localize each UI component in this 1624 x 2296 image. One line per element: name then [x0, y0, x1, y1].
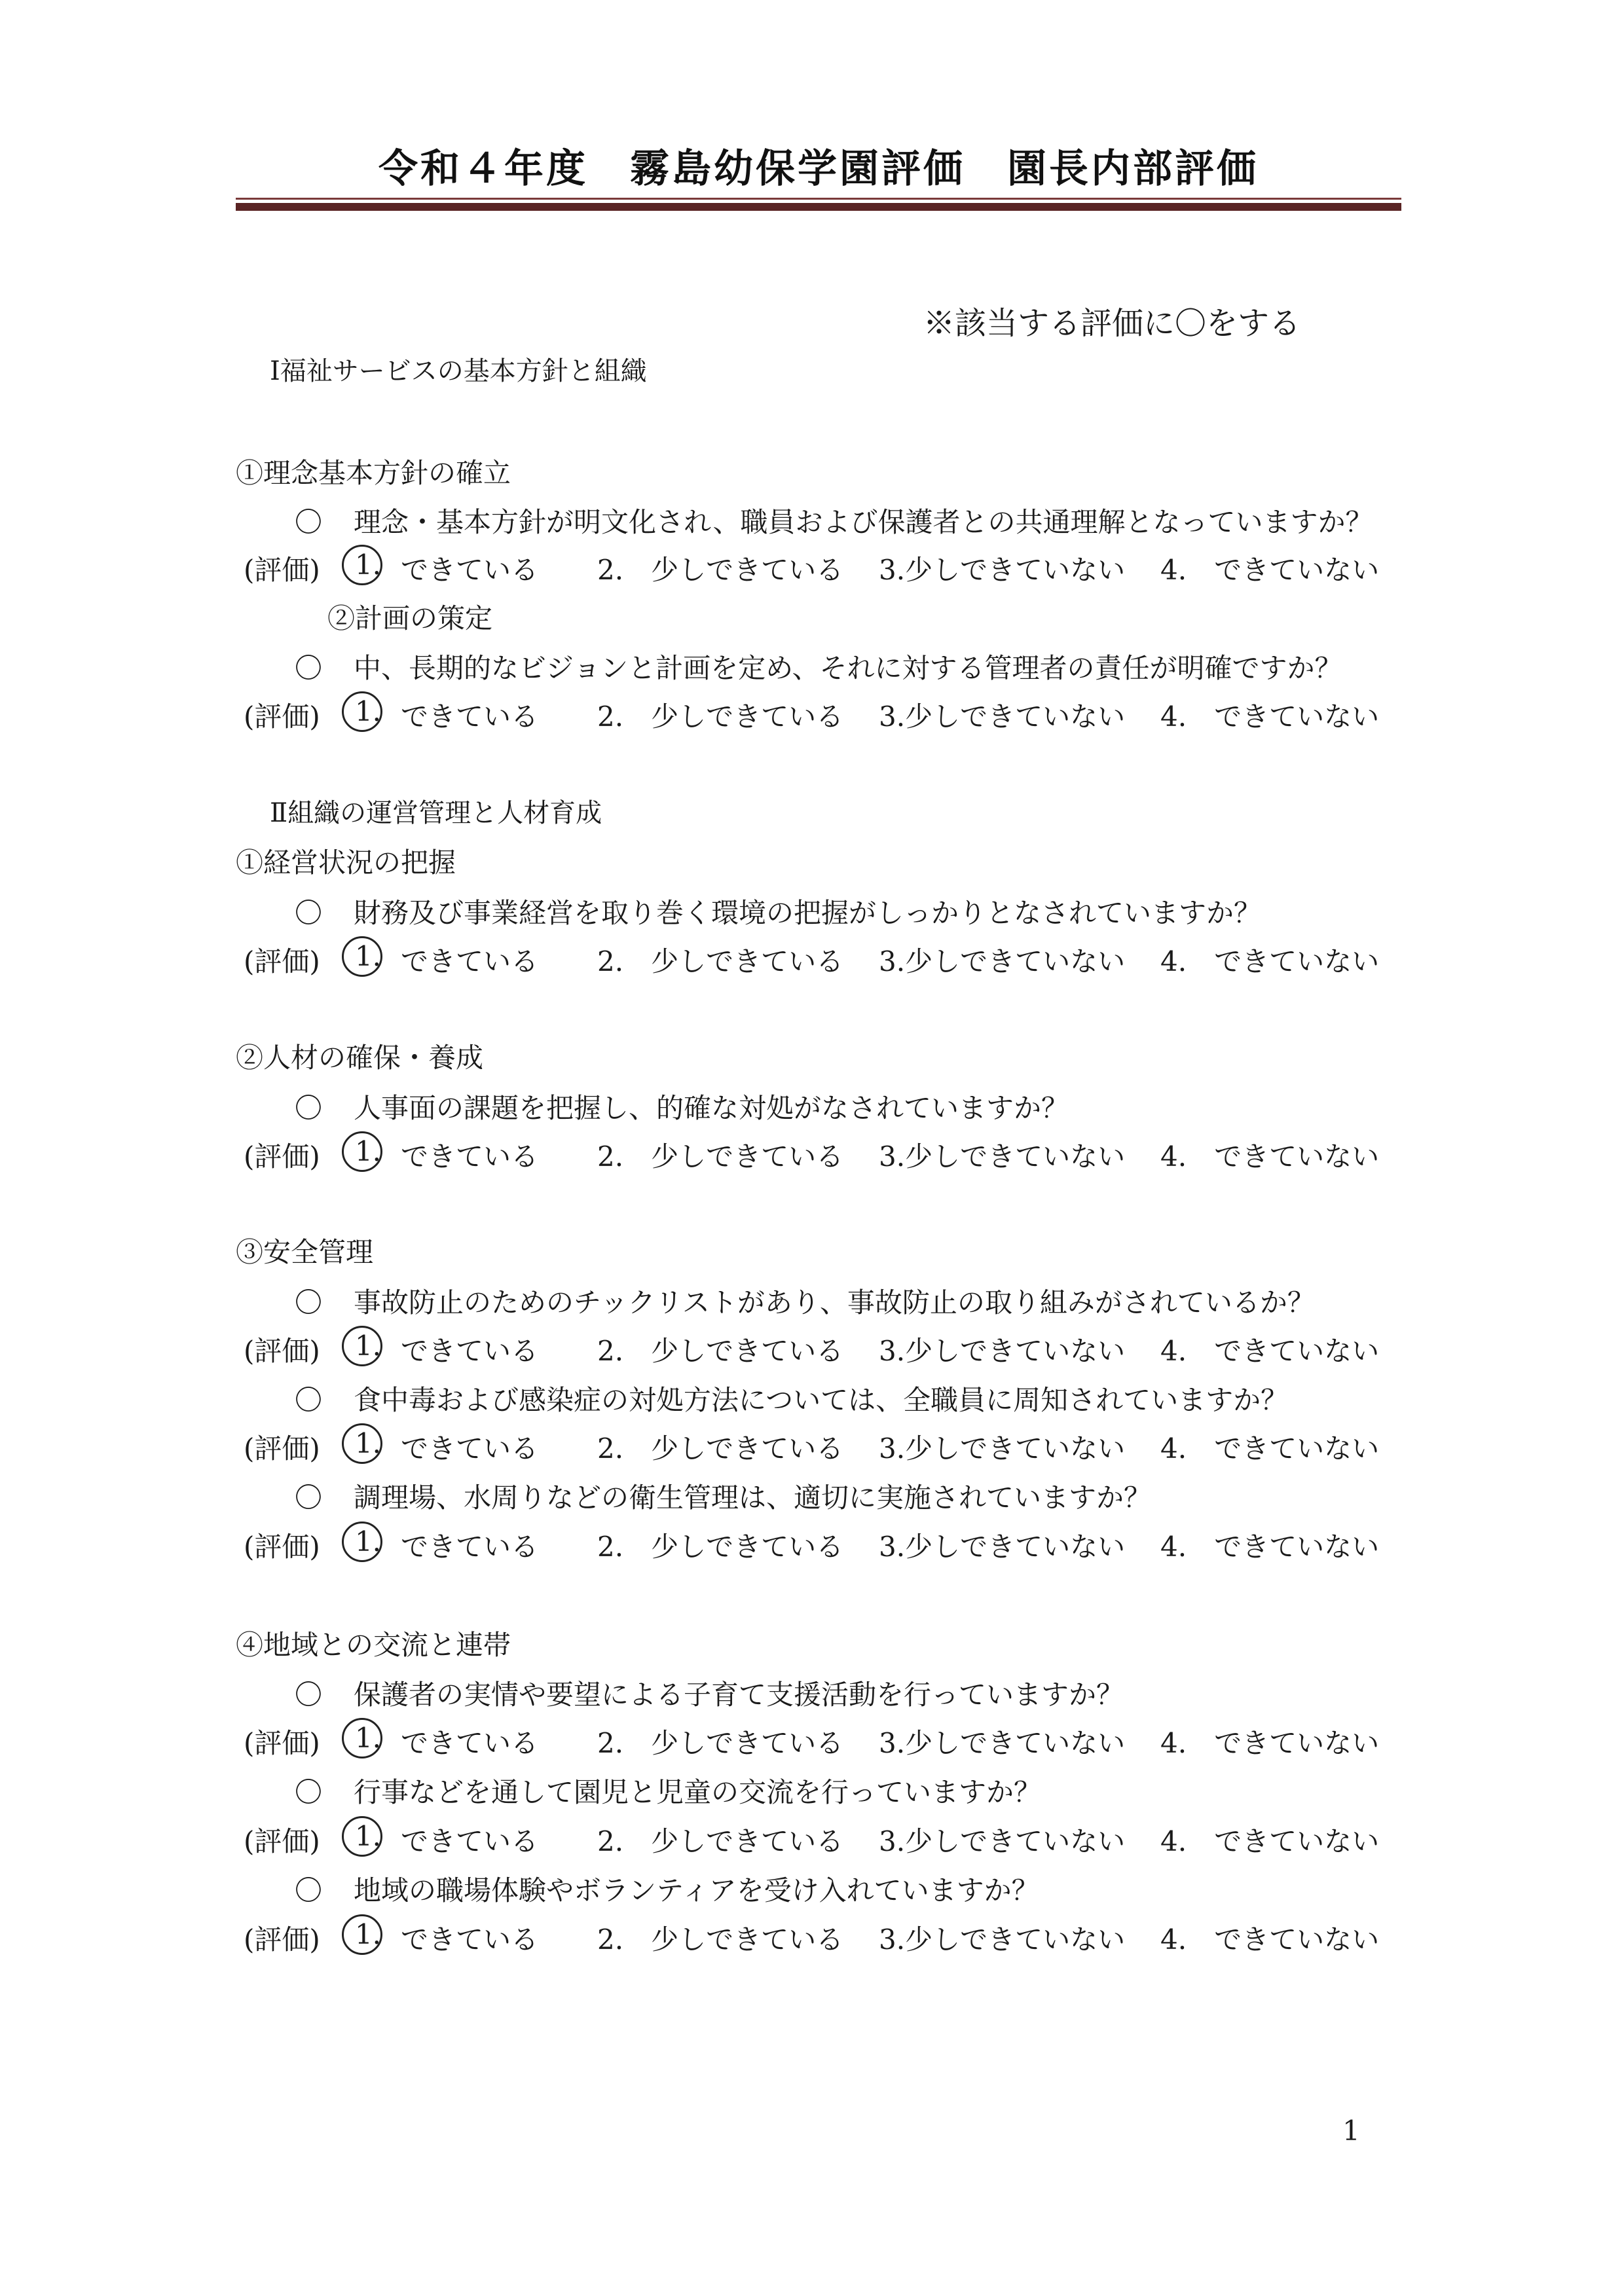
rating-option-1[interactable]: できている — [401, 1531, 539, 1563]
question-marker: 〇 — [295, 1874, 323, 1906]
rating-option-3[interactable]: 3.少しできていない — [879, 1727, 1126, 1759]
rating-option-4[interactable]: 4. できていない — [1160, 1432, 1380, 1465]
section-title: Ⅱ組織の運営管理と人材育成 — [270, 798, 602, 828]
question-text: 行事などを通して園児と児童の交流を行っていますか？ — [354, 1776, 1042, 1808]
rating-option-1-number: 1. — [354, 1427, 382, 1459]
subsection-title: ①理念基本方針の確立 — [236, 457, 511, 489]
rating-option-1[interactable]: できている — [401, 554, 539, 586]
rating-option-1[interactable]: できている — [401, 1825, 539, 1857]
question — [295, 1869, 1039, 1908]
question-text: 中、長期的なビジョンと計画を定め、それに対する管理者の責任が明確ですか？ — [354, 652, 1342, 684]
question — [295, 1673, 1124, 1713]
rating-label: (評価) — [244, 1825, 320, 1857]
rating-option-4[interactable]: 4. できていない — [1160, 1825, 1380, 1857]
rating-label: (評価) — [244, 1923, 320, 1956]
rating-option-2[interactable]: 2. 少しできている — [597, 1140, 844, 1173]
rating-option-2[interactable]: 2. 少しできている — [597, 701, 844, 733]
rating-label: (評価) — [244, 1140, 320, 1173]
subsection-title: ④地域との交流と連帯 — [236, 1629, 511, 1661]
rating-label: (評価) — [244, 701, 320, 733]
rating-option-3[interactable]: 3.少しできていない — [879, 1923, 1126, 1956]
selection-circle — [342, 936, 382, 977]
selection-circle — [342, 1718, 382, 1758]
rating-option-3[interactable]: 3.少しできていない — [879, 1140, 1126, 1173]
rating-option-4[interactable]: 4. できていない — [1160, 1531, 1380, 1563]
question-text: 食中毒および感染症の対処方法については、全職員に周知されていますか？ — [354, 1384, 1289, 1416]
rating-option-1[interactable]: できている — [401, 1335, 539, 1367]
subsection-title: ③安全管理 — [236, 1236, 374, 1268]
question-marker: 〇 — [295, 897, 323, 929]
question — [295, 892, 1261, 931]
rating-option-2[interactable]: 2. 少しできている — [597, 1432, 844, 1465]
title-underline-thick — [236, 203, 1401, 211]
question-marker: 〇 — [295, 652, 323, 684]
selection-circle — [342, 1423, 382, 1464]
rating-option-1-number: 1. — [354, 1820, 382, 1852]
rating-option-2[interactable]: 2. 少しできている — [597, 945, 844, 977]
rating-option-1[interactable]: できている — [401, 701, 539, 733]
rating-option-1-number: 1. — [354, 1525, 382, 1558]
page-number: 1 — [1342, 2115, 1360, 2147]
rating-option-3[interactable]: 3.少しできていない — [879, 945, 1126, 977]
rating-option-1-number: 1. — [354, 1135, 382, 1167]
question-text: 人事面の課題を把握し、的確な対処がなされていますか？ — [354, 1092, 1069, 1124]
rating-option-4[interactable]: 4. できていない — [1160, 1923, 1380, 1956]
rating-option-1[interactable]: できている — [401, 1432, 539, 1465]
rating-option-3[interactable]: 3.少しできていない — [879, 1432, 1126, 1465]
title-underline-thin — [236, 198, 1401, 200]
rating-option-4[interactable]: 4. できていない — [1160, 554, 1380, 586]
rating-option-1-number: 1. — [354, 1330, 382, 1362]
rating-option-1-number: 1. — [354, 1722, 382, 1754]
rating-option-1-number: 1. — [354, 940, 382, 972]
subsection-title: ②計画の策定 — [327, 602, 493, 634]
rating-option-3[interactable]: 3.少しできていない — [879, 1825, 1126, 1857]
subsection-title: ①経営状況の把握 — [236, 847, 456, 879]
rating-option-1[interactable]: できている — [401, 1923, 539, 1956]
question-marker: 〇 — [295, 1482, 323, 1514]
rating-option-1-number: 1. — [354, 1918, 382, 1950]
rating-label: (評価) — [244, 945, 320, 977]
question-marker: 〇 — [295, 506, 323, 538]
selection-circle — [342, 1131, 382, 1172]
question-text: 地域の職場体験やボランティアを受け入れていますか？ — [354, 1874, 1039, 1906]
rating-option-2[interactable]: 2. 少しできている — [597, 554, 844, 586]
rating-option-3[interactable]: 3.少しできていない — [879, 1531, 1126, 1563]
question-text: 財務及び事業経営を取り巻く環境の把握がしっかりとなされていますか？ — [354, 897, 1262, 929]
question-marker: 〇 — [295, 1679, 323, 1711]
rating-label: (評価) — [244, 1432, 320, 1465]
question — [295, 1379, 1288, 1418]
question-marker: 〇 — [295, 1092, 323, 1124]
question-marker: 〇 — [295, 1776, 323, 1808]
selection-circle — [342, 1326, 382, 1366]
section-title: Ⅰ福祉サービスの基本方針と組織 — [270, 356, 647, 386]
rating-option-4[interactable]: 4. できていない — [1160, 945, 1380, 977]
question-text: 事故防止のためのチックリストがあり、事故防止の取り組みがされているか？ — [354, 1286, 1315, 1319]
question — [295, 1771, 1041, 1810]
rating-option-2[interactable]: 2. 少しできている — [597, 1335, 844, 1367]
rating-option-1-number: 1. — [354, 695, 382, 727]
rating-label: (評価) — [244, 1335, 320, 1367]
rating-option-4[interactable]: 4. できていない — [1160, 1335, 1380, 1367]
question-text: 理念・基本方針が明文化され、職員および保護者との共通理解となっていますか？ — [354, 506, 1373, 538]
rating-option-1[interactable]: できている — [401, 1140, 539, 1173]
rating-label: (評価) — [244, 1531, 320, 1563]
selection-circle — [342, 1816, 382, 1857]
question-text: 保護者の実情や要望による子育て支援活動を行っていますか？ — [354, 1679, 1124, 1711]
rating-option-2[interactable]: 2. 少しできている — [597, 1727, 844, 1759]
rating-option-3[interactable]: 3.少しできていない — [879, 554, 1126, 586]
question — [295, 1281, 1315, 1321]
rating-option-2[interactable]: 2. 少しできている — [597, 1923, 844, 1956]
rating-label: (評価) — [244, 554, 320, 586]
question-marker: 〇 — [295, 1384, 323, 1416]
page-title: 令和４年度 霧島幼保学園評価 園長内部評価 — [378, 146, 1259, 192]
question — [295, 1087, 1069, 1126]
rating-option-1[interactable]: できている — [401, 1727, 539, 1759]
rating-option-1[interactable]: できている — [401, 945, 539, 977]
rating-option-4[interactable]: 4. できていない — [1160, 701, 1380, 733]
rating-label: (評価) — [244, 1727, 320, 1759]
rating-option-4[interactable]: 4. できていない — [1160, 1727, 1380, 1759]
rating-option-3[interactable]: 3.少しできていない — [879, 1335, 1126, 1367]
rating-option-3[interactable]: 3.少しできていない — [879, 701, 1126, 733]
question-text: 調理場、水周りなどの衛生管理は、適切に実施されていますか？ — [354, 1482, 1152, 1514]
instruction-note: ※該当する評価に〇をする — [923, 305, 1301, 342]
question-marker: 〇 — [295, 1286, 323, 1319]
subsection-title: ②人材の確保・養成 — [236, 1042, 484, 1074]
selection-circle — [342, 1522, 382, 1562]
question — [295, 647, 1342, 686]
question — [295, 501, 1373, 540]
question — [295, 1476, 1151, 1516]
rating-option-4[interactable]: 4. できていない — [1160, 1140, 1380, 1173]
selection-circle — [342, 1914, 382, 1955]
selection-circle — [342, 691, 382, 732]
selection-circle — [342, 545, 382, 585]
rating-option-2[interactable]: 2. 少しできている — [597, 1825, 844, 1857]
rating-option-2[interactable]: 2. 少しできている — [597, 1531, 844, 1563]
rating-option-1-number: 1. — [354, 549, 382, 581]
